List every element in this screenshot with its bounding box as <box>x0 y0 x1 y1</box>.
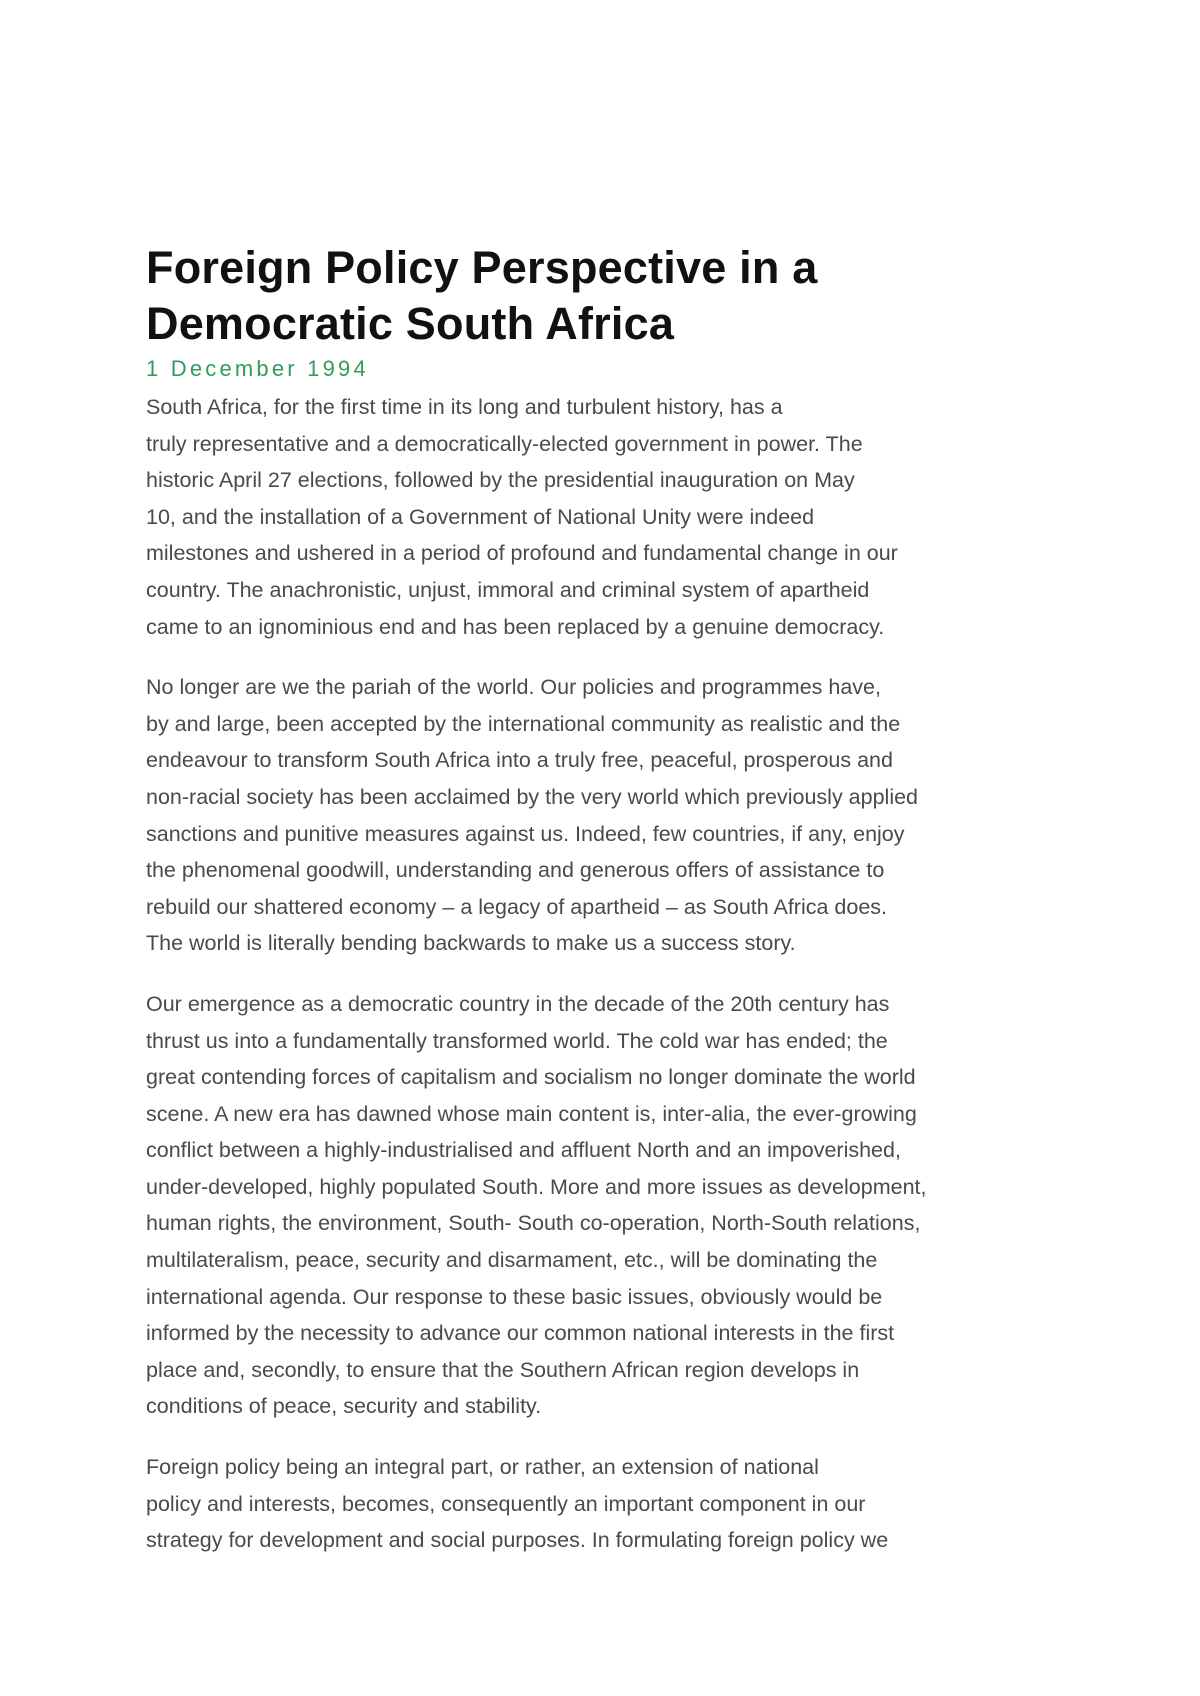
text-line: The world is literally bending backwards to make us a success story. <box>146 931 796 956</box>
text-line: No longer are we the pariah of the world. Our policies and programmes have, <box>146 675 881 700</box>
text-line: conditions of peace, security and stability. <box>146 1394 542 1419</box>
text-line: policy and interests, becomes, consequently an important component in our <box>146 1491 866 1516</box>
publication-date: 1 December 1994 <box>146 356 369 381</box>
text-line: historic April 27 elections, followed by the presidential inauguration on May <box>146 468 855 493</box>
text-line: non-racial society has been acclaimed by the very world which previously applied <box>146 784 919 809</box>
text-line: conflict between a highly-industrialised and affluent North and an impoverished, <box>146 1138 901 1163</box>
text-line: multilateralism, peace, security and disarmament, etc., will be dominating the <box>146 1248 878 1273</box>
text-line: Our emergence as a democratic country in the decade of the 20th century has <box>146 991 890 1016</box>
paragraph-3 <box>146 986 1046 1425</box>
text-line: by and large, been accepted by the international community as realistic and the <box>146 711 901 736</box>
text-line: place and, secondly, to ensure that the Southern African region develops in <box>146 1357 860 1382</box>
text-line: South Africa, for the first time in its long and turbulent history, has a <box>146 395 783 419</box>
text-line: Foreign policy being an integral part, or rather, an extension of national <box>146 1455 819 1480</box>
paragraph-1 <box>146 389 1046 645</box>
text-line: sanctions and punitive measures against us. Indeed, few countries, if any, enjoy <box>146 821 905 846</box>
text-line: rebuild our shattered economy – a legacy of apartheid – as South Africa does. <box>146 894 888 919</box>
text-line: thrust us into a fundamentally transformed world. The cold war has ended; the <box>146 1028 888 1053</box>
page-title <box>146 240 1046 352</box>
text-line: informed by the necessity to advance our common national interests in the first <box>146 1321 895 1346</box>
text-line: came to an ignominious end and has been replaced by a genuine democracy. <box>146 614 885 639</box>
text-line: human rights, the environment, South- South co-operation, North-South relations, <box>146 1211 921 1236</box>
text-line: international agenda. Our response to these basic issues, obviously would be <box>146 1284 883 1309</box>
text-line: endeavour to transform South Africa into a truly free, peaceful, prosperous and <box>146 748 893 773</box>
text-line: milestones and ushered in a period of profound and fundamental change in our <box>146 541 898 566</box>
text-line: strategy for development and social purposes. In formulating foreign policy we <box>146 1528 889 1553</box>
text-line: truly representative and a democratically-elected government in power. The <box>146 431 863 456</box>
paragraph-2 <box>146 669 1046 962</box>
text-line: scene. A new era has dawned whose main content is, inter-alia, the ever-growing <box>146 1101 917 1126</box>
text-line: the phenomenal goodwill, understanding and generous offers of assistance to <box>146 858 885 883</box>
text-line: under-developed, highly populated South. More and more issues as development, <box>146 1174 927 1199</box>
text-line: great contending forces of capitalism and socialism no longer dominate the world <box>146 1065 916 1090</box>
paragraph-4 <box>146 1449 1046 1559</box>
text-line: country. The anachronistic, unjust, immoral and criminal system of apartheid <box>146 577 870 602</box>
document-page <box>146 240 1046 1583</box>
title-line-2: Democratic South Africa <box>146 298 675 349</box>
title-line-1: Foreign Policy Perspective in a <box>146 242 818 293</box>
text-line: 10, and the installation of a Government of National Unity were indeed <box>146 504 815 529</box>
